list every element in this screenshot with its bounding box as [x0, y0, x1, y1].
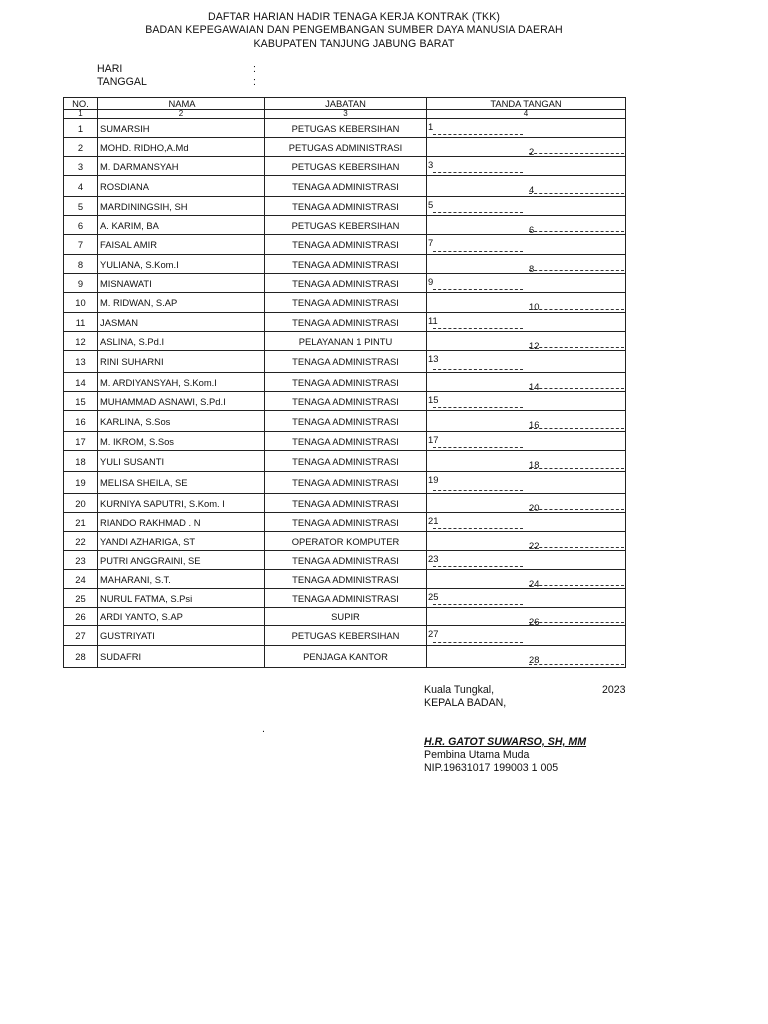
signature-line [433, 134, 523, 135]
header-row [64, 98, 626, 110]
signature-cell[interactable] [427, 235, 626, 255]
table-row [64, 274, 626, 293]
employee-position: PETUGAS KEBERSIHAN [265, 216, 427, 235]
signature-cell[interactable] [427, 351, 626, 373]
signature-number: 12 [529, 340, 540, 351]
signature-cell[interactable] [427, 313, 626, 332]
signer-name: H.R. GATOT SUWARSO, SH, MM [424, 736, 587, 748]
signature-cell[interactable] [427, 373, 626, 392]
col-number-1: 1 [64, 110, 98, 119]
employee-position: TENAGA ADMINISTRASI [265, 589, 427, 608]
employee-name: FAISAL AMIR [98, 235, 265, 255]
row-number: 1 [64, 119, 98, 138]
signature-line [433, 212, 523, 213]
employee-name: MAHARANI, S.T. [98, 570, 265, 589]
table-row [64, 119, 626, 138]
signature-line [529, 468, 624, 469]
signature-number: 13 [428, 353, 439, 364]
col-number-4: 4 [427, 110, 626, 119]
signature-line [529, 428, 624, 429]
table-row [64, 608, 626, 626]
signature-number: 15 [428, 394, 439, 405]
col-header-nama: NAMA [98, 98, 265, 110]
employee-name: M. RIDWAN, S.AP [98, 293, 265, 313]
employee-name: M. IKROM, S.Sos [98, 432, 265, 451]
position-title: KEPALA BADAN, [424, 697, 507, 709]
col-header-no: NO. [64, 98, 98, 110]
signature-number: 8 [529, 263, 535, 274]
row-number: 21 [64, 513, 98, 532]
employee-position: TENAGA ADMINISTRASI [265, 432, 427, 451]
signature-number: 28 [529, 654, 540, 665]
table-row [64, 392, 626, 411]
signer-nip: NIP.19631017 199003 1 005 [424, 762, 559, 774]
employee-position: TENAGA ADMINISTRASI [265, 570, 427, 589]
table-row [64, 494, 626, 513]
col-header-tanda-tangan: TANDA TANGAN [427, 98, 626, 110]
employee-name: ROSDIANA [98, 176, 265, 197]
row-number: 11 [64, 313, 98, 332]
signature-line [529, 231, 624, 232]
signature-number: 9 [428, 276, 434, 287]
employee-position: TENAGA ADMINISTRASI [265, 235, 427, 255]
stray-dot: . [262, 723, 265, 735]
row-number: 24 [64, 570, 98, 589]
employee-position: TENAGA ADMINISTRASI [265, 513, 427, 532]
signature-line [433, 251, 523, 252]
signature-cell[interactable] [427, 532, 626, 551]
employee-position: TENAGA ADMINISTRASI [265, 313, 427, 332]
signature-number: 21 [428, 515, 439, 526]
signature-line [529, 347, 624, 348]
employee-position: PETUGAS KEBERSIHAN [265, 157, 427, 176]
signature-cell[interactable] [427, 570, 626, 589]
row-number: 15 [64, 392, 98, 411]
row-number: 2 [64, 138, 98, 157]
signature-cell[interactable] [427, 589, 626, 608]
table-row [64, 373, 626, 392]
table-row [64, 216, 626, 235]
employee-position: TENAGA ADMINISTRASI [265, 373, 427, 392]
signature-line [529, 309, 624, 310]
table-row [64, 570, 626, 589]
employee-name: PUTRI ANGGRAINI, SE [98, 551, 265, 570]
employee-name: YULI SUSANTI [98, 451, 265, 472]
table-row [64, 197, 626, 216]
signature-cell[interactable] [427, 392, 626, 411]
signature-cell[interactable] [427, 411, 626, 432]
employee-position: TENAGA ADMINISTRASI [265, 176, 427, 197]
document-title: DAFTAR HARIAN HADIR TENAGA KERJA KONTRAK (TKK) [207, 11, 501, 23]
row-number: 25 [64, 589, 98, 608]
signature-line [433, 407, 523, 408]
employee-position: SUPIR [265, 608, 427, 626]
signature-cell[interactable] [427, 197, 626, 216]
signature-number: 23 [428, 553, 439, 564]
signature-line [433, 566, 523, 567]
employee-name: SUDAFRI [98, 646, 265, 668]
row-number: 6 [64, 216, 98, 235]
signature-line [529, 193, 624, 194]
employee-position: TENAGA ADMINISTRASI [265, 293, 427, 313]
row-number: 17 [64, 432, 98, 451]
employee-name: M. ARDIYANSYAH, S.Kom.I [98, 373, 265, 392]
signature-number: 16 [529, 419, 540, 430]
signature-line [529, 388, 624, 389]
signature-cell[interactable] [427, 138, 626, 157]
signature-number: 25 [428, 591, 439, 602]
row-number: 12 [64, 332, 98, 351]
row-number: 16 [64, 411, 98, 432]
signature-cell[interactable] [427, 274, 626, 293]
signature-line [529, 153, 624, 154]
table-row [64, 313, 626, 332]
employee-position: PETUGAS KEBERSIHAN [265, 119, 427, 138]
signature-cell[interactable] [427, 432, 626, 451]
table-row [64, 432, 626, 451]
table-row [64, 472, 626, 494]
signature-number: 11 [428, 315, 438, 326]
table-row [64, 332, 626, 351]
signature-number: 20 [529, 502, 540, 513]
row-number: 10 [64, 293, 98, 313]
employee-position: TENAGA ADMINISTRASI [265, 392, 427, 411]
row-number: 28 [64, 646, 98, 668]
table-row [64, 157, 626, 176]
employee-position: PELAYANAN 1 PINTU [265, 332, 427, 351]
employee-name: RINI SUHARNI [98, 351, 265, 373]
row-number: 22 [64, 532, 98, 551]
employee-name: JASMAN [98, 313, 265, 332]
hari-label: HARI [97, 63, 123, 75]
row-number: 8 [64, 255, 98, 274]
employee-position: TENAGA ADMINISTRASI [265, 494, 427, 513]
signature-cell[interactable] [427, 119, 626, 138]
table-row [64, 646, 626, 668]
employee-position: PETUGAS KEBERSIHAN [265, 626, 427, 646]
signature-line [529, 509, 624, 510]
signature-number: 22 [529, 540, 540, 551]
hari-row [97, 63, 256, 75]
signature-number: 17 [428, 434, 439, 445]
employee-position: TENAGA ADMINISTRASI [265, 472, 427, 494]
col-number-3: 3 [265, 110, 427, 119]
employee-name: SUMARSIH [98, 119, 265, 138]
signature-line [433, 447, 523, 448]
signature-cell[interactable] [427, 255, 626, 274]
signature-cell[interactable] [427, 551, 626, 570]
regency-name: KABUPATEN TANJUNG JABUNG BARAT [253, 38, 455, 50]
signature-cell[interactable] [427, 608, 626, 626]
row-number: 26 [64, 608, 98, 626]
table-row [64, 513, 626, 532]
signature-line [529, 270, 624, 271]
employee-name: ARDI YANTO, S.AP [98, 608, 265, 626]
signature-cell[interactable] [427, 293, 626, 313]
signature-cell[interactable] [427, 646, 626, 668]
employee-name: A. KARIM, BA [98, 216, 265, 235]
row-number: 13 [64, 351, 98, 373]
employee-position: TENAGA ADMINISTRASI [265, 255, 427, 274]
table-row [64, 589, 626, 608]
row-number: 14 [64, 373, 98, 392]
signature-number: 19 [428, 474, 439, 485]
employee-name: YANDI AZHARIGA, ST [98, 532, 265, 551]
signature-line [433, 604, 523, 605]
employee-position: TENAGA ADMINISTRASI [265, 274, 427, 293]
row-number: 9 [64, 274, 98, 293]
signature-cell[interactable] [427, 451, 626, 472]
signature-number: 26 [529, 616, 540, 626]
signature-line [433, 328, 523, 329]
table-row [64, 138, 626, 157]
employee-position: TENAGA ADMINISTRASI [265, 551, 427, 570]
col-header-jabatan: JABATAN [265, 98, 427, 110]
table-row [64, 532, 626, 551]
table-row [64, 626, 626, 646]
signature-line [529, 585, 624, 586]
employee-position: TENAGA ADMINISTRASI [265, 197, 427, 216]
row-number: 5 [64, 197, 98, 216]
table-row [64, 411, 626, 432]
employee-position: TENAGA ADMINISTRASI [265, 411, 427, 432]
row-number: 4 [64, 176, 98, 197]
employee-name: MISNAWATI [98, 274, 265, 293]
table-row [64, 255, 626, 274]
employee-name: KURNIYA SAPUTRI, S.Kom. I [98, 494, 265, 513]
signature-number: 18 [529, 459, 540, 470]
employee-position: OPERATOR KOMPUTER [265, 532, 427, 551]
table-row [64, 451, 626, 472]
table-row [64, 293, 626, 313]
signature-number: 4 [529, 184, 535, 195]
table-row [64, 176, 626, 197]
employee-name: YULIANA, S.Kom.I [98, 255, 265, 274]
signature-cell[interactable] [427, 626, 626, 646]
row-number: 18 [64, 451, 98, 472]
tanggal-row [97, 76, 256, 88]
signature-number: 6 [529, 224, 535, 235]
row-number: 19 [64, 472, 98, 494]
employee-name: NURUL FATMA, S.Psi [98, 589, 265, 608]
signature-number: 27 [428, 628, 439, 639]
col-number-2: 2 [98, 110, 265, 119]
table-row [64, 551, 626, 570]
signature-line [529, 664, 624, 665]
employee-name: KARLINA, S.Sos [98, 411, 265, 432]
row-number: 3 [64, 157, 98, 176]
signature-line [433, 528, 523, 529]
row-number: 7 [64, 235, 98, 255]
table-body [64, 119, 626, 668]
signer-rank: Pembina Utama Muda [424, 749, 530, 761]
tanggal-colon: : [253, 76, 256, 88]
signature-line [433, 172, 523, 173]
employee-name: MARDININGSIH, SH [98, 197, 265, 216]
employee-name: M. DARMANSYAH [98, 157, 265, 176]
hari-colon: : [253, 63, 256, 75]
year-label: 2023 [602, 684, 626, 696]
row-number: 27 [64, 626, 98, 646]
employee-position: PETUGAS ADMINISTRASI [265, 138, 427, 157]
employee-name: MOHD. RIDHO,A.Md [98, 138, 265, 157]
column-number-row [64, 110, 626, 119]
signature-number: 10 [529, 301, 540, 312]
employee-name: RIANDO RAKHMAD . N [98, 513, 265, 532]
attendance-table [63, 97, 626, 668]
signature-cell[interactable] [427, 157, 626, 176]
signature-number: 24 [529, 578, 540, 589]
signature-cell[interactable] [427, 216, 626, 235]
signature-cell[interactable] [427, 513, 626, 532]
signature-line [433, 289, 523, 290]
signature-cell[interactable] [427, 472, 626, 494]
signature-line [529, 547, 624, 548]
signature-cell[interactable] [427, 494, 626, 513]
signature-cell[interactable] [427, 176, 626, 197]
employee-name: GUSTRIYATI [98, 626, 265, 646]
signature-line [529, 622, 624, 623]
row-number: 23 [64, 551, 98, 570]
signature-number: 1 [428, 121, 434, 132]
signature-line [433, 369, 523, 370]
employee-position: PENJAGA KANTOR [265, 646, 427, 668]
signature-number: 5 [428, 199, 434, 210]
row-number: 20 [64, 494, 98, 513]
signature-number: 7 [428, 237, 434, 248]
employee-name: ASLINA, S.Pd.I [98, 332, 265, 351]
signature-cell[interactable] [427, 332, 626, 351]
employee-position: TENAGA ADMINISTRASI [265, 351, 427, 373]
signature-number: 14 [529, 381, 540, 392]
table-row [64, 235, 626, 255]
signature-number: 2 [529, 146, 535, 157]
tanggal-label: TANGGAL [97, 76, 147, 88]
signature-line [433, 642, 523, 643]
table-row [64, 351, 626, 373]
employee-name: MUHAMMAD ASNAWI, S.Pd.I [98, 392, 265, 411]
employee-position: TENAGA ADMINISTRASI [265, 451, 427, 472]
employee-name: MELISA SHEILA, SE [98, 472, 265, 494]
agency-name: BADAN KEPEGAWAIAN DAN PENGEMBANGAN SUMBER DAYA MANUSIA DAERAH [145, 24, 563, 36]
signature-line [433, 490, 523, 491]
place-label: Kuala Tungkal, [424, 684, 495, 696]
signature-number: 3 [428, 159, 434, 170]
